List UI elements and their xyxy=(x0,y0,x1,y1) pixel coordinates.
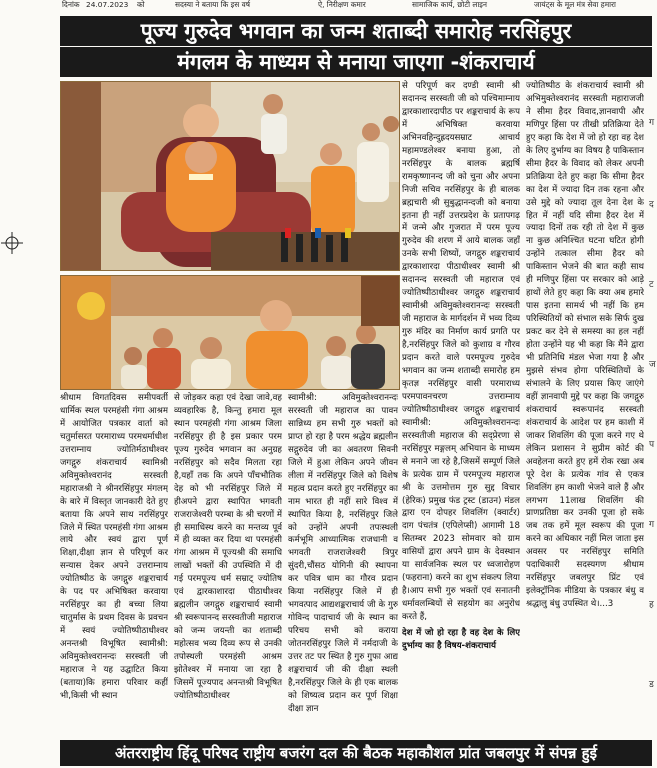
top-strip-left: दिनांक xyxy=(62,0,80,9)
registration-mark-icon xyxy=(1,232,23,254)
top-strip-mid4: सामाजिक कार्य, छोटी लाइन xyxy=(412,0,487,9)
photo-audience-group xyxy=(60,275,400,390)
right-margin-mark-5: प xyxy=(649,440,655,450)
right-margin-mark-6: ग xyxy=(649,520,655,530)
right-margin-mark-2: द xyxy=(649,200,654,210)
left-edge-margin xyxy=(0,80,60,735)
photo-audience-group-image xyxy=(61,276,399,389)
right-margin-mark-4: ज xyxy=(649,360,656,370)
top-strip-mid2: सदस्या ने बताया कि इस वर्ष xyxy=(175,0,250,9)
right-margin-mark-1: ग xyxy=(649,118,655,128)
article-column-top-2-text: ज्योतिष्पीठ के शंकराचार्य स्वामी श्री अभिमुक्तेश्वरानंद सरस्वती महाराजजी ने सीमा हैदर विवाद,ज्ञानवापी और मणिपुर हिंसा पर तीखी प्रतिक्रिया देते हुए कहा कि देश में जो हो रहा वह देश के लिए दुर्भाग्य का विषय है पाकिस्तान सीमा हैदर के विवाद को लेकर अपनी प्रतिक्रिया देते हुए कहा कि सीमा हैदर का देश में ज्यादा दिन तक रहना और उसे मुद्दे को ज्यादा तूल देना देश के हित में नहीं यदि सीमा हैदर देश में ज्यादा दिनों तक रही तो देश में कुछ ना कुछ अनिश्चित घटना घटित होगी उन्होंने तत्काल सीमा हैदर को पाकिस्तान भेजने की बात कही साथ ही मणिपुर हिंसा पर सरकार को आड़े हाथों लेते हुए कहा कि क्या अब हमारे पास इतना सामर्थ भी नहीं कि हम परिस्थितियों को संभाल सके सिर्फ दुख प्रकट कर देने से समस्या का हल नहीं होता उन्होंने यह भी कहा कि मैंने द्वारा भी प्रतिनिधि मंडल भेजा गया है और मुझसे संभव होगा परिस्थितियों के संभालने के लिए प्रयास किए जाएंगे वहीं ज्ञानवापी मुद्दे पर कहा कि जगद्गुरु शंकराचार्य स्वरूपानंद सरस्वती शंकराचार्य के आदेश पर हम काशी में जाकर शिवलिंग की पूजा करने गए थे लेकिन प्रशासन ने सुप्रीम कोर्ट की अवहेलना करते हुए हमें रोक रखा अब पूरे देश के प्रत्येक गांव से एकत्र शिवलिंग हम काशी भेजने वाले हैं और लगभग 11लाख शिवलिंग की प्राणप्रतिष्ठा कर उनकी पूजा हो सके जब तक हमें मूल स्वरूप की पूजा करने का अधिकार नहीं मिल जाता इस अवसर पर नरसिंहपुर समिति पदाधिकारी सदस्यगण श्रीधाम नरसिंहपुर जबलपुर प्रिंट एवं इलेक्ट्रॉनिक मीडिया के पत्रकार बंधु व श्रद्धालु बंधु उपस्थित थे।...3 xyxy=(526,81,644,610)
subheadline-desh: देश में जो हो रहा है वह देश के लिए दुर्भाग्य का है विषय-शंकराचार्य xyxy=(402,628,520,651)
article-column-bottom-1 xyxy=(60,392,168,737)
article-column-bottom-1-text: श्रीधाम विगतदिवस समीपवर्ती धार्मिक स्थल परमहंसी गंगा आश्रम में आयोजित पत्रकार वार्ता को चतुर्मासरत परमाराध्य परमधर्माधीश उत्तराम्नाय ज्योतिर्मठाधीश्वर जगद्गुरु शंकराचार्य स्वामिश्री अविमुक्तेश्वरानंद सरस्वती महाराजश्री ने श्रीनरसिंहपुर मंगलम् के बारे में विस्तृत जानकारी देते हुए बताया कि अपने साथ नरसिंहपुर जिले में स्थित परमहंसी गंगा आश्रम लाये और स्वयं द्वारा पूर्ण शिक्षा,दीक्षा ज्ञान से परिपूर्ण कर सन्यास देकर अपने उत्तराम्नाय ज्योतिष्पीठ के जगद्गुरु शङ्कराचार्य के पद पर अभिषिक्त करवाया नरसिंहपुर का ही बच्चा लिया चातुर्मास के प्रथम दिवस के प्रवचन में स्वयं ज्योतिष्पीठाधीश्वर अनन्तश्री विभूषित स्वामीश्री: अविमुक्तेश्वरानन्दः सरस्वती जी महाराज ने यह उद्घाटित किया (बताया)कि हमारा परिवार कहीं भी,किसी भी स्थान xyxy=(60,393,168,701)
top-strip-date: 24.07.2023 xyxy=(86,0,129,9)
right-margin-mark-3: ट xyxy=(649,280,654,290)
article-column-top-1-text: से परिपूर्ण कर दण्डी स्वामी श्री सदानन्द सरस्वती जी को पश्चिमाम्नाय द्वारकाशारदापीठ पर शङ्कराचार्य के रूप में अभिषिक्त करवाया अभिनवहिन्दुह्रदयसम्राट आचार्य महामण्डलेश्वर बनाया हुआ, तो नरसिंहपुर के बालक ब्रह्मर्षि रामकृष्णानन्द जी को चुना और अपना निजी सचिव नरसिंहपुर के ही बालक ब्रह्मचारी श्री सुबुद्धानन्दजी को बनाया इतना ही नहीं उत्तरप्रदेश के प्रतापगढ़ में जन्मे और गुजरात में परम पूज्य गुरुदेव की शरण में आये बालक जहाँ उनके सभी शिष्यों, जगद्गुरु शङ्कराचार्य द्वारकाशारदा पीठाधीश्वर स्वामी श्री सदानन्द सरस्वती जी महाराज एवं ज्योतिष्पीठाधीश्वर जगद्गुरु शङ्कराचार्य स्वामीश्री अविमुक्तेश्वरानन्दः सरस्वती जी महाराज के मार्गदर्शन में भव्य दिव्य गुरु मंदिर का निर्माण कार्य प्रगति पर है,नरसिंहपुर जिले को कुशाग्र व गौरव प्रदान करते वाले परमपूज्य गुरुदेव भगवान का जन्म शताब्दी समारोह हम कृतज्ञ नरसिंहपुर वासी परमाराध्य परमपावनचरण उत्तराम्नाय ज्योतिष्पीठाधीश्वर जगद्गुरु शङ्कराचार्य स्वामीश्री: अविमुक्तेश्वरानन्दः सरस्वतीजी महाराज की सद्प्रेरणा से नरसिंहपुर मङ्गलम् अभियान के माध्यम से मनाने जा रहे है,जिसमें सम्पूर्ण जिले के प्रत्येक ग्राम में परमपूज्य महाराज श्री के उत्तमोत्तम गुरु सुद्द विचार (हेरिक) प्रमुख फंड ट्रस्ट (डाउन) मंडल द्वारा एन दोपहर शिवलिंग (क्वार्टर) दाग पंचतंत्र (एपिलेप्सी) आगामी 18 सितम्बर 2023 सोमवार को ग्राम वासियों द्वारा अपने ग्राम के देवस्थान या सार्वजनिक स्थल पर ध्वजारोहण (फहराना) करने का शुभ संकल्प लिया है।आप सभी गुरु भक्तों एवं सनातनी धर्मावलम्बियों से सहयोग का अनुरोध करते हैं, xyxy=(402,81,520,623)
article-column-bottom-2 xyxy=(174,392,282,737)
article-column-bottom-3-text: स्वामीश्री: अविमुक्तेश्वरानन्दः सरस्वती जी महाराज का पावन सान्निध्य हम सभी गुरु भक्तों को प्राप्त हो रहा है परम श्रद्धेय ब्रह्मलीन सद्गुरुदेव जी का अवतरण सिवनी जिले में हुआ लेकिन अपने जीवन लीला में नरसिंहपुर जिले को विशेष महत्व प्रदान करते हुए नरसिंहपुर का नाम भारत ही नहीं सारे विश्व में स्थापित किया है, नरसिंहपुर जिले को उन्होंने अपनी तपःस्थली कर्मभूमि आध्यात्मिक राजधानी व भगवती राजराजेश्वरी त्रिपुर सुंदरी,चौंसठ योगिनी की स्थापना कर पवित्र धाम का गौरव प्रदान किया नरसिंहपुर जिले में ही भगवत्पाद आद्यशङ्कराचार्य जी के गुरु गोविन्द पादाचार्य जी के स्थान का परिचय सभी को कराया जोतनरसिंहपुर जिले में नर्मदाजी के उत्तर तट पर स्थित है गुरु गुफा आद्य शङ्कराचार्य जी की दीक्षा स्थली है,नरसिंहपुर जिले के ही एक बालक को शिष्यत्व प्रदान कर पूर्ण शिक्षा दीक्षा ज्ञान xyxy=(288,393,398,714)
article-column-top-1 xyxy=(402,80,520,737)
top-strip-right: जायंट्स के मूल मंत्र सेवा हमारा xyxy=(534,0,616,9)
photo-press-conference-seated xyxy=(60,81,400,271)
article-column-bottom-3 xyxy=(288,392,398,737)
headline-line-1: पूज्य गुरुदेव भगवान का जन्म शताब्दी समारोह नरसिंहपुर xyxy=(60,16,652,46)
right-margin-mark-7: ह xyxy=(649,600,654,610)
top-strip-mid1: को xyxy=(137,0,145,9)
photo-press-conference-seated-image xyxy=(61,82,399,270)
article-column-bottom-2-text: से जोड़कर कहा एवं देखा जावे,वह व्यवहारिक है, किन्तु हमारा मूल स्थान परमहंसी गंगा आश्रम जिला नरसिंहपुर ही है इस प्रकार परम पूज्य गुरुदेव भगवान का अनुग्रह नरसिंहपुर को सदैव मिलता रहा है,यहाँ तक कि अपने पाँचभौतिक देह को भी नरसिंहपुर जिले में हीअपने द्वारा स्थापित भगवती राजराजेश्वरी परम्बा के श्री चरणों में ही समाधिस्थ करने का मन्तव्य पूर्व में ही व्यक्त कर दिया था परमहंसी गंगा आश्रम में पूज्यश्री की समाधि लाखों भक्तों की उपस्थिति में दी गई परमपूज्य धर्म सम्राट् ज्योतिष एवं द्वारकाशारदा पीठाधीश्वर ब्रह्मलीन जगद्गुरु शङ्कराचार्य स्वामी श्री स्वरूपानन्द सरस्वतीजी महाराज को जन्म जयन्ती का शताब्दी महोत्सव भव्य दिव्य रूप से उनकी तपोस्थली परमहंसी आश्रम झोतेश्वर में मनाया जा रहा है जिसमें पूज्यपाद अनन्तश्री विभूषित ज्योतिष्पीठाधीश्वर xyxy=(174,393,282,701)
top-strip-mid3: ऐ, निरीक्षण कमार xyxy=(318,0,366,9)
article-column-top-2 xyxy=(526,80,644,737)
bottom-headline: अंतरराष्ट्रीय हिंदू परिषद राष्ट्रीय बजरंग दल की बैठक महाकौशल प्रांत जबलपुर में संपन्न हुई xyxy=(60,740,652,766)
headline-line-2: मंगलम के माध्यम से मनाया जाएगा -शंकराचार्य xyxy=(60,47,652,77)
top-strip xyxy=(0,0,657,12)
right-margin-mark-8: ड xyxy=(649,680,654,690)
